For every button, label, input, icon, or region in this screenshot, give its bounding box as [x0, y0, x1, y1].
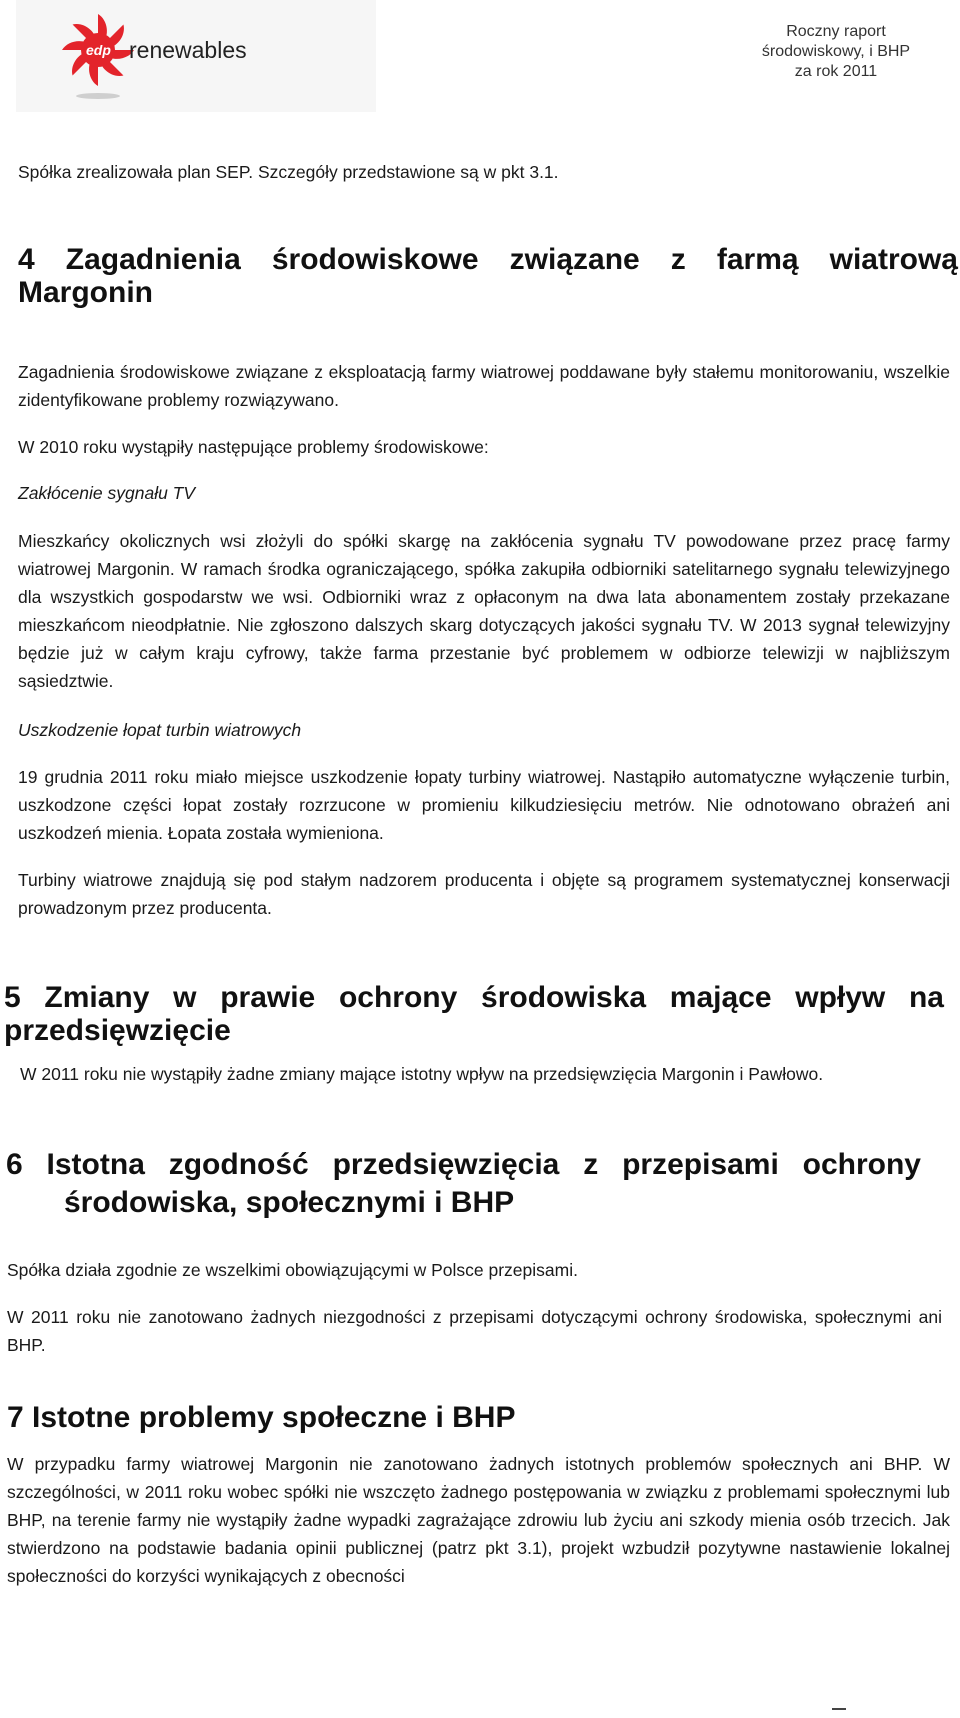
section-7-paragraph-1: W przypadku farmy wiatrowej Margonin nie zanotowano żadnych istotnych problemów społecznych ani BHP. W szczególności, w 2011 roku wobec spółki nie wszczęto żadnego postępowania w związku z problemami społecznymi lub BHP, na terenie farmy nie wystąpiły żadne wypadki zagrażające zdrowiu lub życiu ani szkody mienia osób trzecich. Jak stwierdzono na podstawie badania opinii publicznej (patrz pkt 3.1), projekt wzbudził pozytywne nastawienie lokalnej społeczności do korzyści wynikających z obecności: [7, 1454, 950, 1586]
report-header: [736, 22, 936, 82]
section-4-paragraph-4: 19 grudnia 2011 roku miało miejsce uszkodzenie łopaty turbiny wiatrowej. Nastąpiło automatyczne wyłączenie turbin, uszkodzone części łopat zostały rozrzucone w promieniu kilkudziesięciu metrów. Nie odnotowano obrażeń ani uszkodzeń mienia. Łopata została wymieniona.: [18, 767, 950, 843]
section-6-paragraph-1: Spółka działa zgodnie ze wszelkimi obowiązującymi w Polsce przepisami.: [7, 1260, 578, 1280]
section-4-paragraph-5: Turbiny wiatrowe znajdują się pod stałym nadzorem producenta i objęte są programem systematycznej konserwacji prowadzonym przez producenta.: [18, 870, 950, 918]
subheading-blade-damage: Uszkodzenie łopat turbin wiatrowych: [18, 720, 302, 740]
logo-brand: edp: [86, 42, 111, 58]
section-6-heading-line2: środowiska, społecznymi i BHP: [64, 1186, 515, 1219]
subheading-tv-signal: Zakłócenie sygnału TV: [18, 483, 196, 503]
section-5-paragraph-1: W 2011 roku nie wystąpiły żadne zmiany mające istotny wpływ na przedsięwzięcia Margonin i Pawłowo.: [20, 1064, 824, 1084]
page-footer-mark: [832, 1708, 846, 1710]
section-4-paragraph-1: Zagadnienia środowiskowe związane z eksploatacją farmy wiatrowej poddawane były stałemu monitorowaniu, wszelkie zidentyfikowane problemy rozwiązywano.: [18, 362, 950, 410]
report-title-line1: Roczny raport: [786, 23, 886, 40]
section-6-paragraph-2: W 2011 roku nie zanotowano żadnych niezgodności z przepisami dotyczącymi ochrony środowiska, społecznymi ani BHP.: [7, 1307, 942, 1355]
report-title-line2: środowiskowy, i BHP: [761, 43, 911, 60]
report-title-line3: za rok 2011: [794, 63, 878, 80]
section-6-heading-line1: 6 Istotna zgodność przedsięwzięcia z przepisami ochrony: [6, 1148, 921, 1181]
section-4-heading: 4 Zagadnienia środowiskowe związane z farmą wiatrową Margonin: [18, 243, 958, 309]
intro-paragraph: Spółka zrealizowała plan SEP. Szczegóły przedstawione są w pkt 3.1.: [18, 162, 559, 182]
section-7-heading: 7 Istotne problemy społeczne i BHP: [7, 1401, 516, 1434]
section-4-paragraph-3: Mieszkańcy okolicznych wsi złożyli do spółki skargę na zakłócenia sygnału TV powodowane przez pracę farmy wiatrowej Margonin. W ramach środka ograniczającego, spółka zakupiła odbiorniki satelitarnego sygnału telewizyjnego dla wszystkich gospodarstw we wsi. Odbiorniki wraz z opłaconym na dwa lata abonamentem zostały przekazane mieszkańcom nieodpłatnie. Nie zgłoszono dalszych skarg dotyczących jakości sygnału TV. W 2013 sygnał telewizyjny będzie już w całym kraju cyfrowy, także farma przestanie być problemem w odbiorze telewizji w najbliższym sąsiedztwie.: [18, 531, 950, 691]
section-5-heading: 5 Zmiany w prawie ochrony środowiska mające wpływ na przedsięwzięcie: [4, 981, 944, 1047]
section-4-paragraph-2: W 2010 roku wystąpiły następujące problemy środowiskowe:: [18, 437, 489, 457]
logo-text: renewables: [129, 37, 247, 63]
logo: [16, 0, 376, 112]
